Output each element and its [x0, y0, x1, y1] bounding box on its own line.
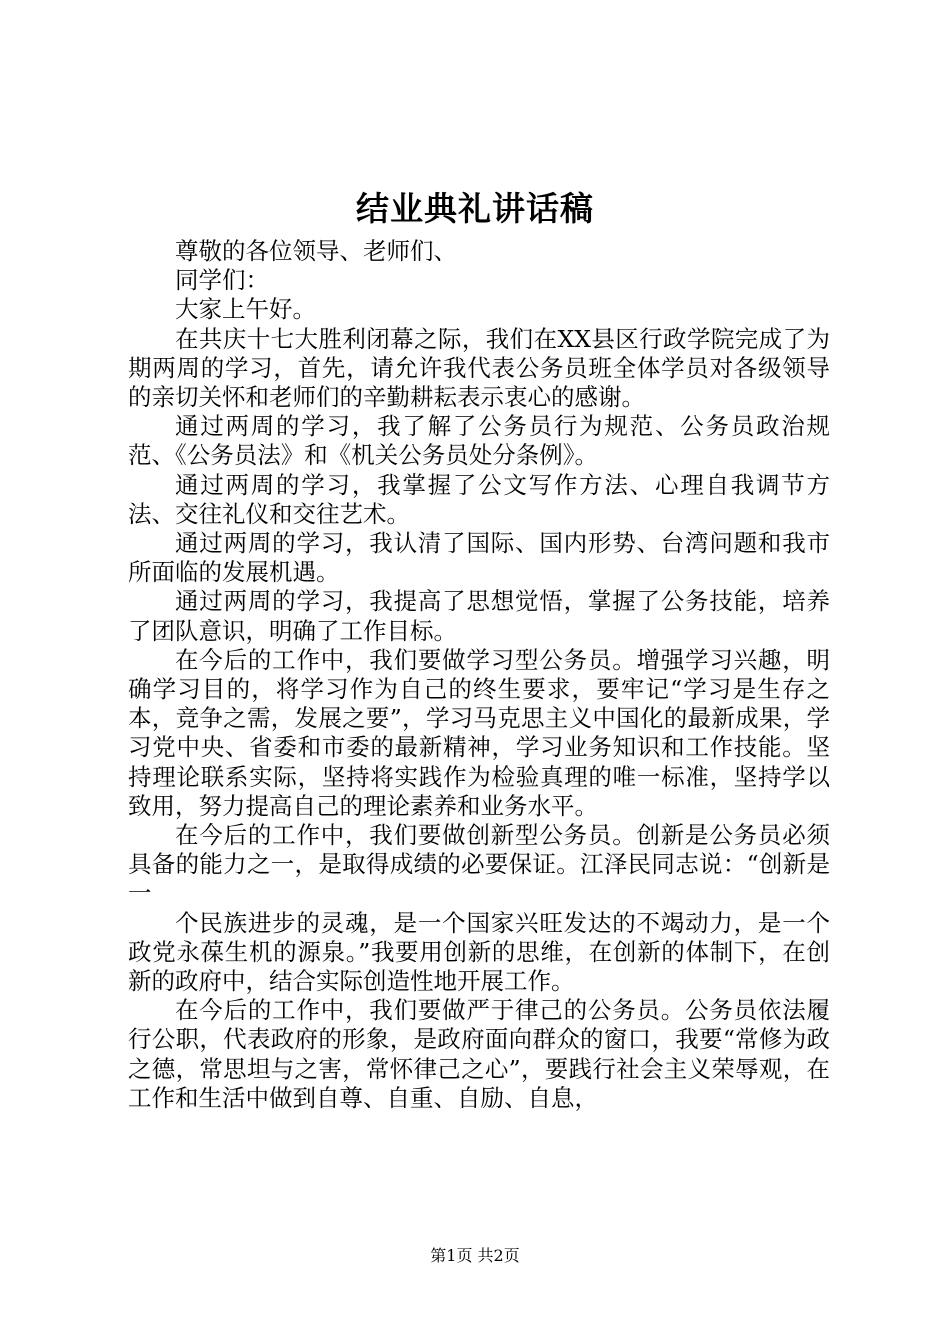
paragraph: 通过两周的学习，我掌握了公文写作方法、心理自我调节方法、交往礼仪和交往艺术。 — [128, 470, 830, 528]
paragraph: 在今后的工作中，我们要做学习型公务员。增强学习兴趣，明确学习目的，将学习作为自己的终生要求，要牢记“学习是生存之本，竞争之需，发展之要”，学习马克思主义中国化的最新成果，学习党中央、省委和市委的最新精神，学习业务知识和工作技能。坚持理论联系实际，坚持将实践作为检验真理的唯一标准，坚持学以致用，努力提高自己的理论素养和业务水平。 — [128, 645, 830, 820]
salutation-line-2: 同学们： — [175, 266, 269, 295]
paragraph: 通过两周的学习，我提高了思想觉悟，掌握了公务技能，培养了团队意识，明确了工作目标。 — [128, 587, 830, 645]
paragraph: 通过两周的学习，我了解了公务员行为规范、公务员政治规范、《公务员法》和《机关公务员处分条例》。 — [128, 412, 830, 470]
greeting: 大家上午好。 — [175, 295, 316, 324]
page-footer: 第1页 共2页 — [430, 1246, 520, 1265]
paragraph: 个民族进步的灵魂，是一个国家兴旺发达的不竭动力，是一个政党永葆生机的源泉。”我要用创新的思维，在创新的体制下，在创新的政府中，结合实际创造性地开展工作。 — [128, 908, 830, 996]
salutation-line-1: 尊敬的各位领导、老师们、 — [175, 237, 457, 265]
paragraph: 在今后的工作中，我们要做创新型公务员。创新是公务员必须具备的能力之一，是取得成绩的必要保证。江泽民同志说：“创新是一 — [128, 821, 830, 908]
document-title: 结业典礼讲话稿 — [356, 189, 594, 228]
paragraph: 在共庆十七大胜利闭幕之际，我们在XX县区行政学院完成了为期两周的学习，首先，请允许我代表公务员班全体学员对各级领导的亲切关怀和老师们的辛勤耕耘表示衷心的感谢。 — [128, 324, 830, 412]
paragraph: 在今后的工作中，我们要做严于律己的公务员。公务员依法履行公职，代表政府的形象，是政府面向群众的窗口，我要“常修为政之德，常思坦与之害，常怀律己之心”，要践行社会主义荣辱观，在工作和生活中做到自尊、自重、自励、自息， — [128, 996, 830, 1112]
paragraph: 通过两周的学习，我认清了国际、国内形势、台湾问题和我市所面临的发展机遇。 — [128, 529, 830, 587]
document-body — [128, 237, 830, 1113]
